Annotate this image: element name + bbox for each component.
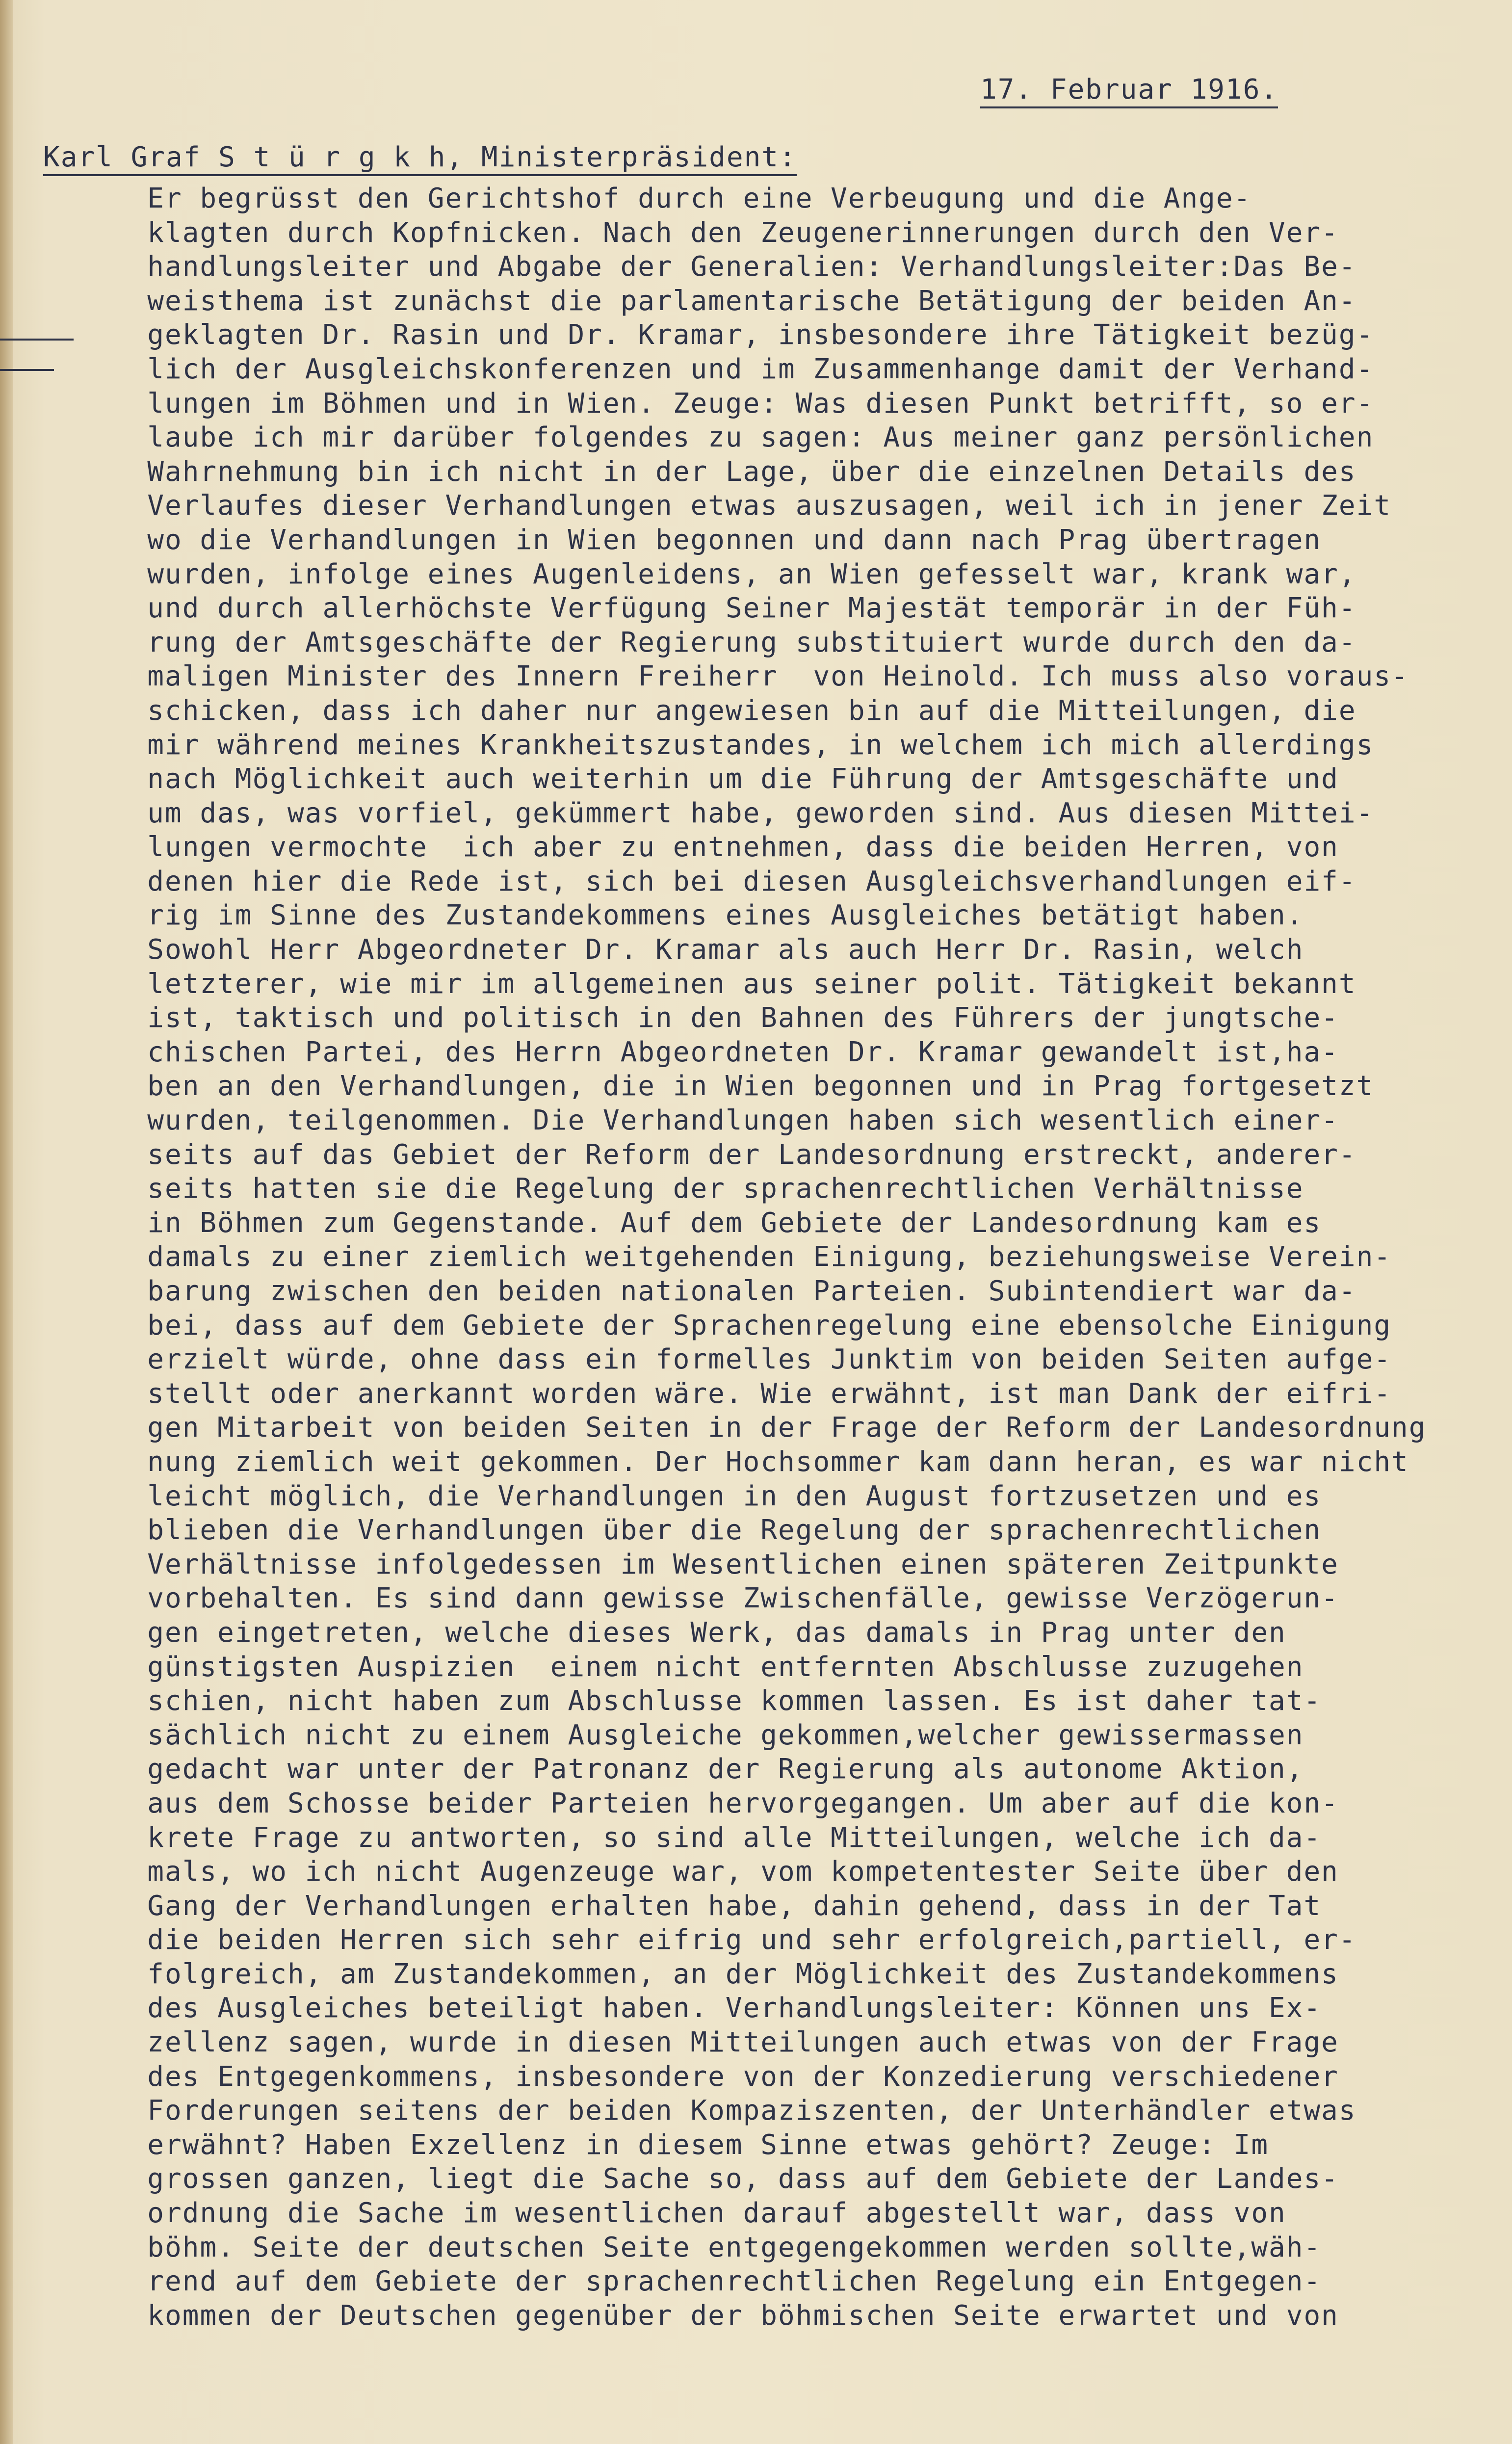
- text-line: Verhältnisse infolgedessen im Wesentlichen einen späteren Zeitpunkte: [42, 1548, 1339, 1580]
- text-line: seits hatten sie die Regelung der sprachenrechtlichen Verhältnisse: [42, 1173, 1304, 1205]
- text-line: chischen Partei, des Herrn Abgeordneten Dr. Kramar gewandelt ist,ha-: [42, 1036, 1339, 1068]
- text-line: seits auf das Gebiet der Reform der Landesordnung erstreckt, anderer-: [42, 1138, 1356, 1171]
- text-line: krete Frage zu antworten, so sind alle Mitteilungen, welche ich da-: [42, 1821, 1322, 1854]
- text-line: schicken, dass ich daher nur angewiesen bin auf die Mitteilungen, die: [42, 694, 1356, 727]
- text-line: aus dem Schosse beider Parteien hervorgegangen. Um aber auf die kon-: [42, 1787, 1339, 1819]
- text-line: ben an den Verhandlungen, die in Wien begonnen und in Prag fortgesetzt: [42, 1070, 1374, 1103]
- text-line: letzterer, wie mir im allgemeinen aus seiner polit. Tätigkeit bekannt: [42, 968, 1356, 1000]
- text-line: wo die Verhandlungen in Wien begonnen und dann nach Prag übertragen: [42, 524, 1322, 556]
- text-line: handlungsleiter und Abgabe der Generalien: Verhandlungsleiter:Das Be-: [42, 251, 1356, 283]
- text-line: erwähnt? Haben Exzellenz in diesem Sinne etwas gehört? Zeuge: Im: [42, 2129, 1269, 2161]
- text-line: weisthema ist zunächst die parlamentarische Betätigung der beiden An-: [42, 285, 1356, 317]
- text-line: barung zwischen den beiden nationalen Parteien. Subintendiert war da-: [42, 1275, 1356, 1307]
- text-line: maligen Minister des Innern Freiherr von Heinold. Ich muss also voraus-: [42, 660, 1409, 693]
- text-line: nach Möglichkeit auch weiterhin um die Führung der Amtsgeschäfte und: [42, 763, 1339, 795]
- text-line: Wahrnehmung bin ich nicht in der Lage, über die einzelnen Details des: [42, 455, 1356, 488]
- text-line: zellenz sagen, wurde in diesen Mitteilungen auch etwas von der Frage: [42, 2026, 1339, 2059]
- document-date: 17. Februar 1916.: [980, 74, 1278, 108]
- text-line: in Böhmen zum Gegenstande. Auf dem Gebiete der Landesordnung kam es: [42, 1207, 1322, 1239]
- text-line: vorbehalten. Es sind dann gewisse Zwischenfälle, gewisse Verzögerun-: [42, 1582, 1339, 1615]
- testimony-body: [42, 182, 1485, 2333]
- text-line: Er begrüsst den Gerichtshof durch eine Verbeugung und die Ange-: [42, 183, 1251, 214]
- text-line: rend auf dem Gebiete der sprachenrechtlichen Regelung ein Entgegen-: [42, 2265, 1322, 2298]
- text-line: leicht möglich, die Verhandlungen in den August fortzusetzen und es: [42, 1480, 1322, 1512]
- text-line: gen eingetreten, welche dieses Werk, das damals in Prag unter den: [42, 1616, 1286, 1649]
- text-line: und durch allerhöchste Verfügung Seiner Majestät temporär in der Füh-: [42, 592, 1356, 625]
- text-line: lungen im Böhmen und in Wien. Zeuge: Was diesen Punkt betrifft, so er-: [42, 387, 1374, 420]
- text-line: gen Mitarbeit von beiden Seiten in der Frage der Reform der Landesordnung: [42, 1412, 1427, 1444]
- text-line: stellt oder anerkannt worden wäre. Wie erwähnt, ist man Dank der eifri-: [42, 1377, 1392, 1410]
- text-line: die beiden Herren sich sehr eifrig und sehr erfolgreich,partiell, er-: [42, 1924, 1356, 1956]
- text-line: erzielt würde, ohne dass ein formelles Junktim von beiden Seiten aufge-: [42, 1343, 1392, 1376]
- text-line: damals zu einer ziemlich weitgehenden Einigung, beziehungsweise Verein-: [42, 1241, 1392, 1273]
- text-line: um das, was vorfiel, gekümmert habe, geworden sind. Aus diesen Mittei-: [42, 797, 1374, 829]
- text-line: Verlaufes dieser Verhandlungen etwas auszusagen, weil ich in jener Zeit: [42, 490, 1392, 522]
- text-line: mals, wo ich nicht Augenzeuge war, vom kompetentester Seite über den: [42, 1856, 1339, 1888]
- text-line: rung der Amtsgeschäfte der Regierung substituiert wurde durch den da-: [42, 626, 1356, 658]
- text-line: lich der Ausgleichskonferenzen und im Zusammenhange damit der Verhand-: [42, 353, 1374, 385]
- text-line: nung ziemlich weit gekommen. Der Hochsommer kam dann heran, es war nicht: [42, 1445, 1409, 1478]
- page-binding-edge: [0, 0, 13, 2444]
- text-line: grossen ganzen, liegt die Sache so, dass auf dem Gebiete der Landes-: [42, 2163, 1339, 2195]
- text-line: wurden, infolge eines Augenleidens, an Wien gefesselt war, krank war,: [42, 558, 1356, 590]
- text-line: ordnung die Sache im wesentlichen darauf abgestellt war, dass von: [42, 2197, 1286, 2230]
- text-line: Gang der Verhandlungen erhalten habe, dahin gehend, dass in der Tat: [42, 1890, 1322, 1922]
- text-line: folgreich, am Zustandekommen, an der Möglichkeit des Zustandekommens: [42, 1958, 1339, 1990]
- text-line: böhm. Seite der deutschen Seite entgegengekommen werden sollte,wäh-: [42, 2231, 1322, 2263]
- text-line: laube ich mir darüber folgendes zu sagen: Aus meiner ganz persönlichen: [42, 421, 1374, 454]
- text-line: kommen der Deutschen gegenüber der böhmischen Seite erwartet und von: [42, 2299, 1339, 2332]
- text-line: bei, dass auf dem Gebiete der Sprachenregelung eine ebensolche Einigung: [42, 1309, 1392, 1341]
- text-line: schien, nicht haben zum Abschlusse kommen lassen. Es ist daher tat-: [42, 1685, 1322, 1717]
- text-line: günstigsten Auspizien einem nicht entfernten Abschlusse zuzugehen: [42, 1651, 1304, 1683]
- text-line: Forderungen seitens der beiden Kompaziszenten, der Unterhändler etwas: [42, 2095, 1356, 2127]
- text-line: wurden, teilgenommen. Die Verhandlungen haben sich wesentlich einer-: [42, 1104, 1339, 1137]
- text-line: klagten durch Kopfnicken. Nach den Zeugenerinnerungen durch den Ver-: [42, 216, 1339, 249]
- text-line: blieben die Verhandlungen über die Regelung der sprachenrechtlichen: [42, 1514, 1322, 1547]
- text-line: des Entgegenkommens, insbesondere von der Konzedierung verschiedener: [42, 2060, 1339, 2093]
- text-line: mir während meines Krankheitszustandes, in welchem ich mich allerdings: [42, 729, 1374, 761]
- text-line: rig im Sinne des Zustandekommens eines Ausgleiches betätigt haben.: [42, 899, 1304, 932]
- text-line: sächlich nicht zu einem Ausgleiche gekommen,welcher gewissermassen: [42, 1719, 1304, 1751]
- text-line: geklagten Dr. Rasin und Dr. Kramar, insbesondere ihre Tätigkeit bezüg-: [42, 319, 1374, 351]
- text-line: lungen vermochte ich aber zu entnehmen, dass die beiden Herren, von: [42, 831, 1339, 864]
- text-line: Sowohl Herr Abgeordneter Dr. Kramar als auch Herr Dr. Rasin, welch: [42, 934, 1304, 966]
- text-line: ist, taktisch und politisch in den Bahnen des Führers der jungtsche-: [42, 1002, 1339, 1034]
- text-line: denen hier die Rede ist, sich bei diesen Ausgleichsverhandlungen eif-: [42, 865, 1356, 897]
- text-line: des Ausgleiches beteiligt haben. Verhandlungsleiter: Können uns Ex-: [42, 1992, 1322, 2024]
- witness-heading: Karl Graf S t ü r g k h, Ministerpräsident:: [43, 141, 797, 176]
- text-line: gedacht war unter der Patronanz der Regierung als autonome Aktion,: [42, 1753, 1304, 1786]
